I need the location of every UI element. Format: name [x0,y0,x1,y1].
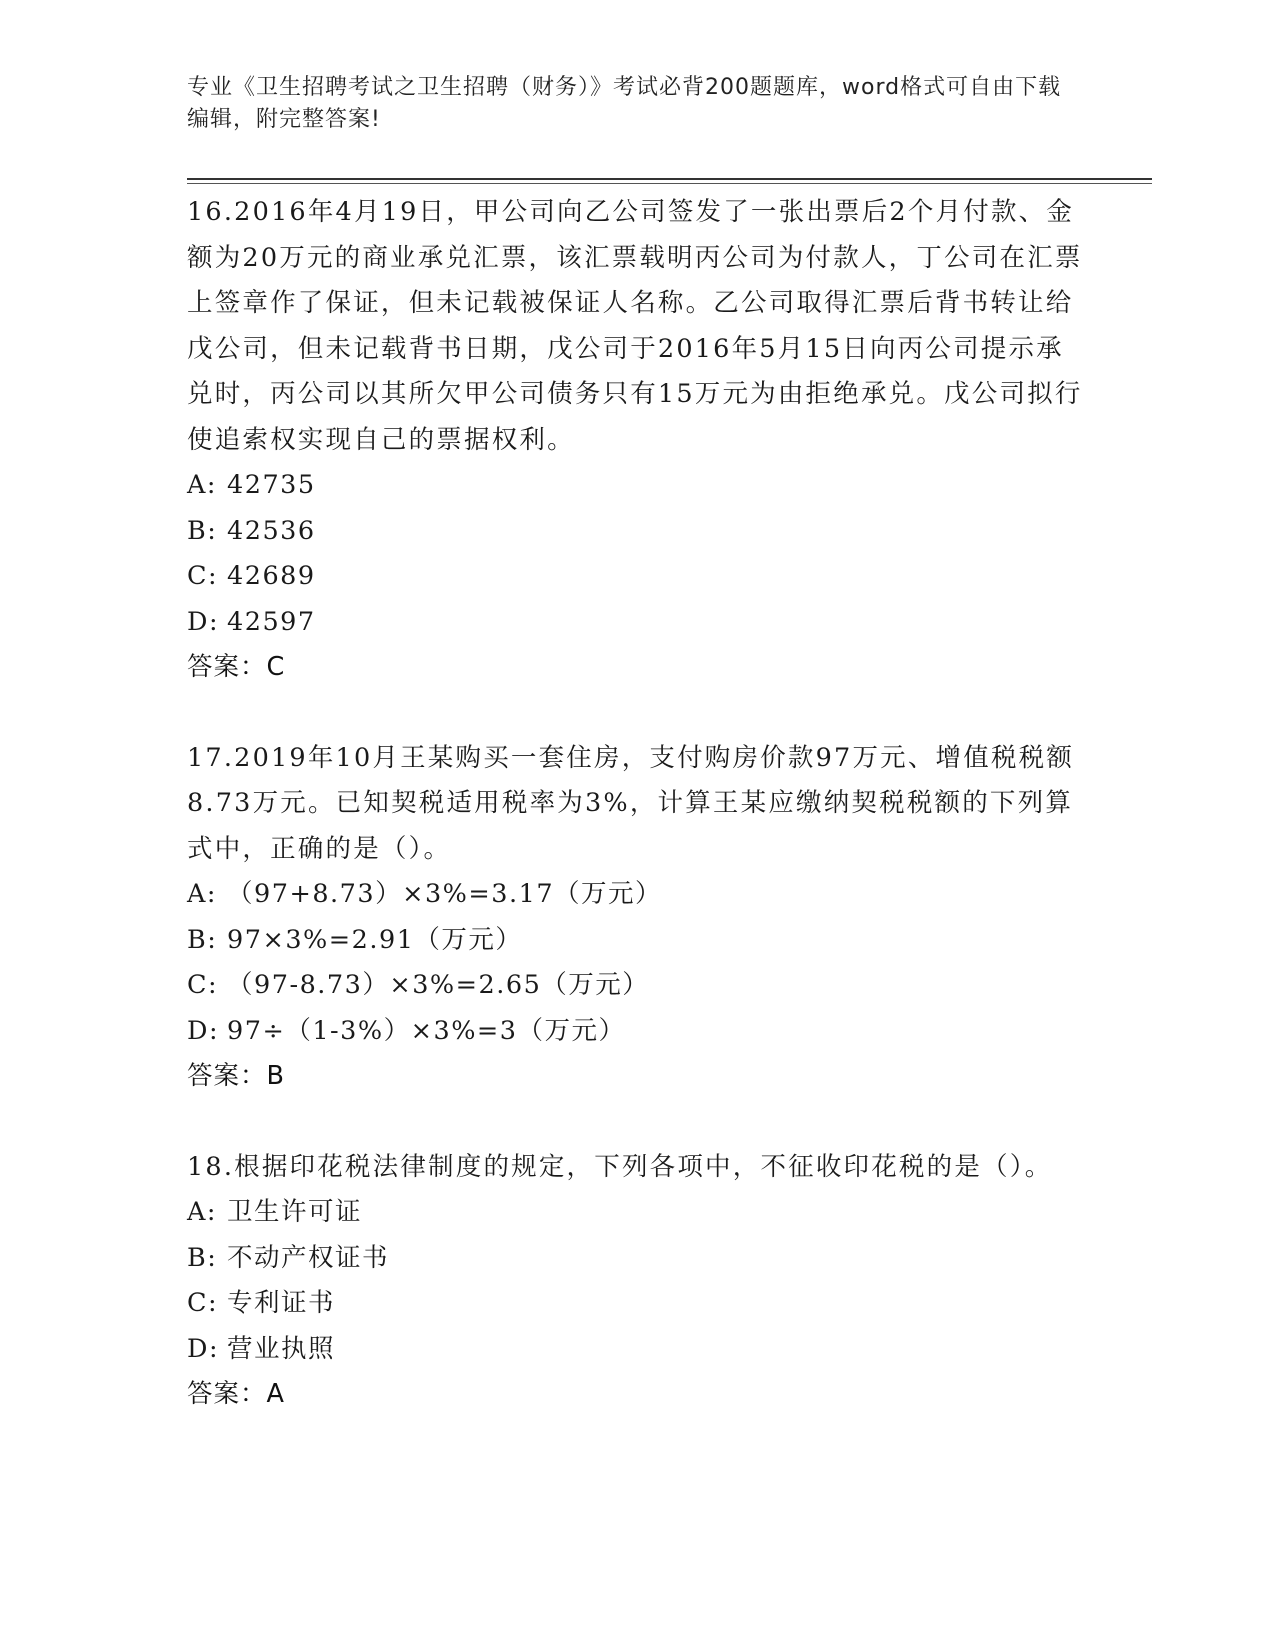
option-text: 营业执照 [227,1333,336,1364]
option-key: D: [187,1333,220,1364]
option-key: D: [187,1015,220,1046]
option-a [187,872,1087,918]
question-18 [187,1145,1087,1418]
option-key: C: [187,970,219,1000]
option-text: 专利证书 [227,1288,336,1318]
option-text: （97+8.73）×3%=3.17（万元） [227,879,663,909]
option-text: （97-8.73）×3%=2.65（万元） [227,970,650,1000]
question-stem: 16.2016年4月19日，甲公司向乙公司签发了一张出票后2个月付款、金额为20万元的商业承兑汇票，该汇票载明丙公司为付款人，丁公司在汇票上签章作了保证，但未记载被保证人名称。乙公司取得汇票后背书转让给戊公司，但未记载背书日期，戊公司于2016年5月15日向丙公司提示承兑时，丙公司以其所欠甲公司债务只有15万元为由拒绝承兑。戊公司拟行使追索权实现自己的票据权利。 [187,197,1083,455]
option-key: A: [187,470,218,500]
option-text: 42735 [227,470,316,500]
option-b [187,1236,1087,1282]
header-divider-thin [187,183,1152,184]
option-key: B: [187,924,218,955]
option-d [187,1009,1087,1055]
option-key: B: [187,515,218,546]
question-stem: 17.2019年10月王某购买一套住房，支付购房价款97万元、增值税税额8.73万元。已知契税适用税率为3%，计算王某应缴纳契税税额的下列算式中，正确的是（）。 [187,742,1075,864]
answer-label: 答案：A [187,1379,285,1409]
header-divider-thick [187,178,1152,180]
option-text: 42689 [227,561,316,591]
option-c [187,1281,1087,1327]
option-text: 不动产权证书 [227,1242,390,1273]
option-d [187,1327,1087,1373]
question-16 [187,190,1087,691]
option-text: 42536 [227,515,316,546]
option-c [187,554,1087,600]
option-key: C: [187,561,219,591]
question-spacer [187,691,1087,736]
option-key: D: [187,606,220,637]
option-text: 42597 [227,606,316,637]
question-stem: 18.根据印花税法律制度的规定，下列各项中，不征收印花税的是（）。 [187,1151,1053,1182]
option-c [187,963,1087,1009]
option-text: 97×3%=2.91（万元） [227,924,523,955]
option-b [187,918,1087,964]
question-list [187,190,1087,1418]
question-17 [187,736,1087,1100]
option-text: 卫生许可证 [227,1197,363,1227]
option-key: C: [187,1288,219,1318]
option-b [187,509,1087,555]
answer-label: 答案：C [187,652,286,682]
option-text: 97÷（1-3%）×3%=3（万元） [227,1015,626,1046]
option-d [187,600,1087,646]
option-key: A: [187,879,218,909]
answer-label: 答案：B [187,1061,285,1091]
option-a [187,1190,1087,1236]
option-key: A: [187,1197,218,1227]
option-a [187,463,1087,509]
document-header: 专业《卫生招聘考试之卫生招聘（财务）》考试必背200题题库，word格式可自由下载编辑，附完整答案! [187,75,1062,132]
question-spacer [187,1100,1087,1145]
option-key: B: [187,1242,218,1273]
